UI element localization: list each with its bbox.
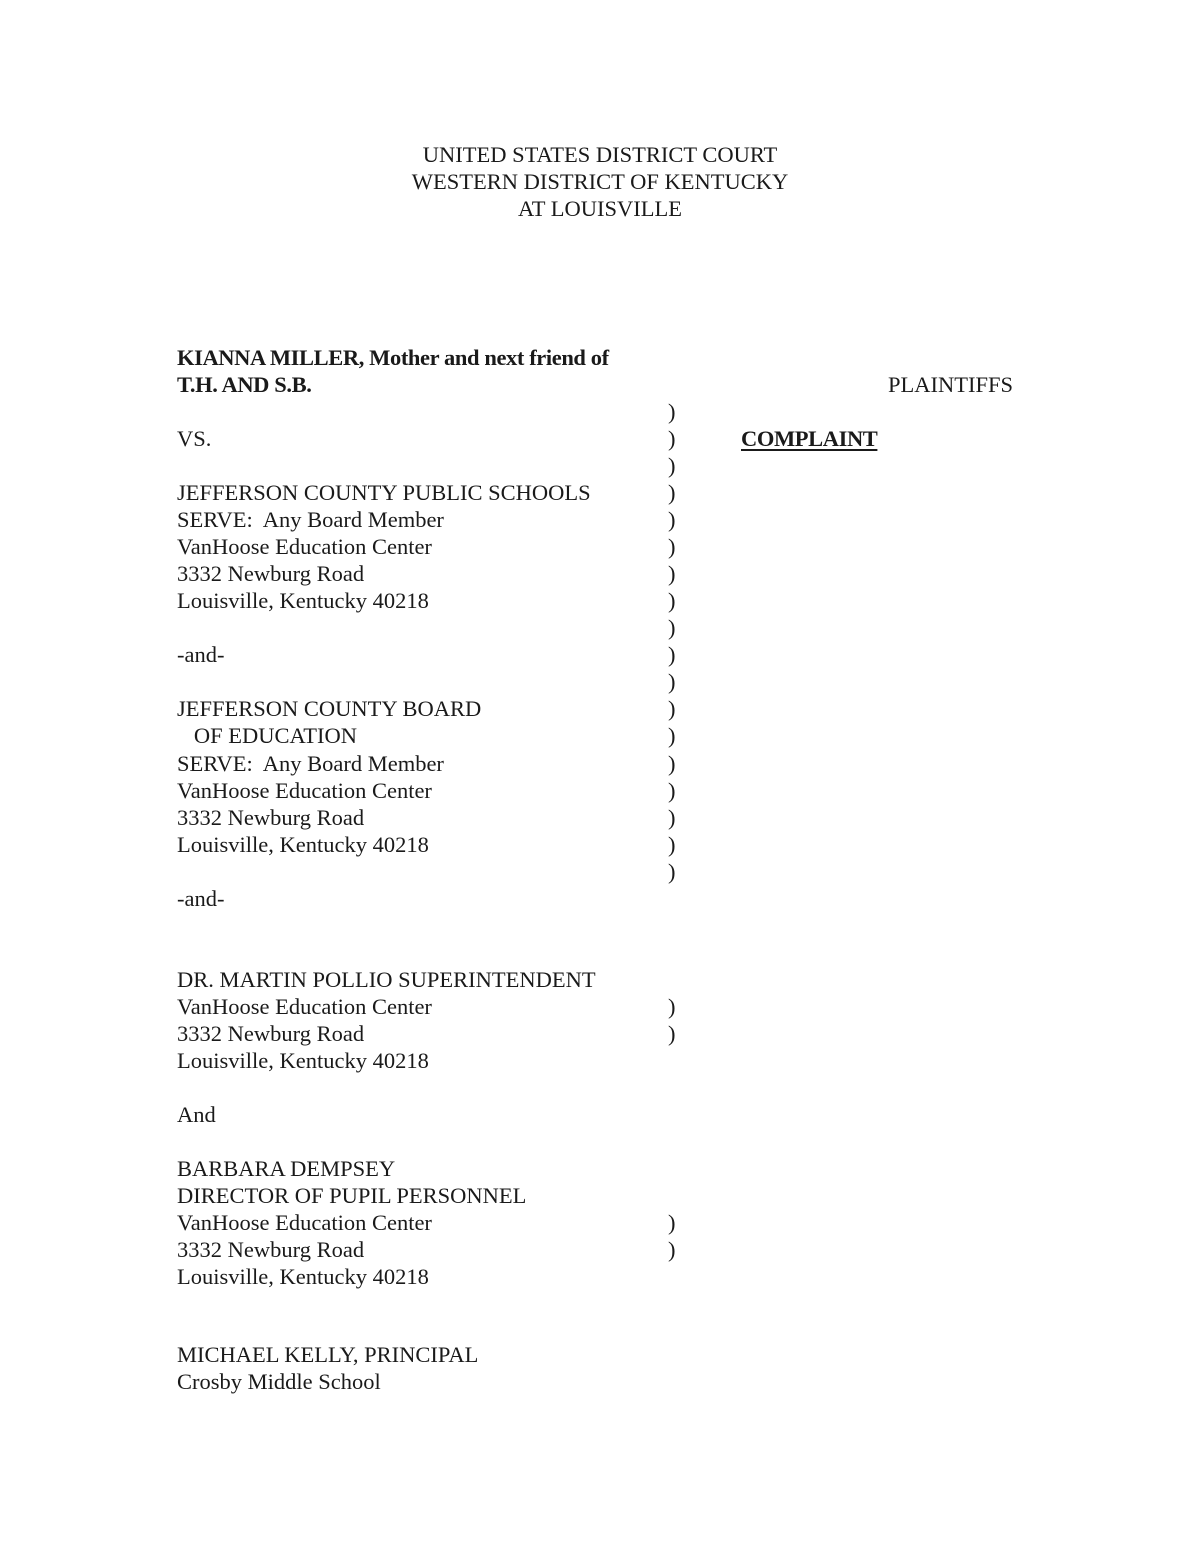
caption-paren: ) [668, 534, 676, 559]
defendant-1-name: JEFFERSON COUNTY PUBLIC SCHOOLS [177, 480, 591, 505]
caption-paren: ) [668, 723, 676, 748]
caption-paren: ) [668, 669, 676, 694]
defendant-4-address-line: Louisville, Kentucky 40218 [177, 1264, 429, 1289]
defendant-2-address-line: 3332 Newburg Road [177, 805, 365, 830]
defendant-3-address-line: Louisville, Kentucky 40218 [177, 1048, 429, 1073]
defendant-3-name: DR. MARTIN POLLIO SUPERINTENDENT [177, 967, 596, 992]
defendant-1-address-line: VanHoose Education Center [177, 534, 432, 559]
court-name: UNITED STATES DISTRICT COURT [422, 142, 778, 167]
caption-paren: ) [668, 778, 676, 803]
document-title: COMPLAINT [741, 426, 878, 451]
caption-paren: ) [668, 615, 676, 640]
defendant-2-name-cont: OF EDUCATION [177, 723, 357, 748]
defendant-2-address-line: Louisville, Kentucky 40218 [177, 832, 429, 857]
defendant-5-name: MICHAEL KELLY, PRINCIPAL [177, 1342, 479, 1367]
defendant-5-school: Crosby Middle School [177, 1369, 381, 1394]
defendant-4-address-line: VanHoose Education Center [177, 1210, 432, 1235]
defendant-1-address-line: Louisville, Kentucky 40218 [177, 588, 429, 613]
caption-paren: ) [668, 399, 676, 424]
caption-paren: ) [668, 426, 676, 451]
caption-paren: ) [668, 1210, 676, 1235]
caption-paren: ) [668, 480, 676, 505]
defendant-4-title: DIRECTOR OF PUPIL PERSONNEL [177, 1183, 527, 1208]
caption-paren: ) [668, 453, 676, 478]
connector-and: -and- [177, 642, 225, 667]
defendant-3-address-line: 3332 Newburg Road [177, 1021, 365, 1046]
caption-paren: ) [668, 588, 676, 613]
caption-paren: ) [668, 1021, 676, 1046]
defendant-1-serve: SERVE: Any Board Member [177, 507, 444, 532]
plaintiff-name: KIANNA MILLER, Mother and next friend of [177, 345, 609, 370]
plaintiff-minors: T.H. AND S.B. [177, 372, 312, 397]
caption-paren: ) [668, 751, 676, 776]
caption-paren: ) [668, 561, 676, 586]
court-district: WESTERN DISTRICT OF KENTUCKY [411, 169, 789, 194]
caption-paren: ) [668, 696, 676, 721]
caption-paren: ) [668, 1237, 676, 1262]
defendant-4-address-line: 3332 Newburg Road [177, 1237, 365, 1262]
defendant-1-address-line: 3332 Newburg Road [177, 561, 365, 586]
connector-and: And [177, 1102, 216, 1127]
caption-paren: ) [668, 832, 676, 857]
caption-paren: ) [668, 507, 676, 532]
caption-paren: ) [668, 805, 676, 830]
defendant-2-serve: SERVE: Any Board Member [177, 751, 444, 776]
defendant-4-name: BARBARA DEMPSEY [177, 1156, 396, 1181]
court-location: AT LOUISVILLE [518, 196, 682, 221]
connector-and: -and- [177, 886, 225, 911]
versus-label: VS. [177, 426, 212, 451]
defendant-2-address-line: VanHoose Education Center [177, 778, 432, 803]
plaintiffs-label: PLAINTIFFS [888, 372, 1014, 397]
defendant-2-name: JEFFERSON COUNTY BOARD [177, 696, 482, 721]
caption-paren: ) [668, 642, 676, 667]
defendant-3-address-line: VanHoose Education Center [177, 994, 432, 1019]
caption-paren: ) [668, 859, 676, 884]
caption-paren: ) [668, 994, 676, 1019]
